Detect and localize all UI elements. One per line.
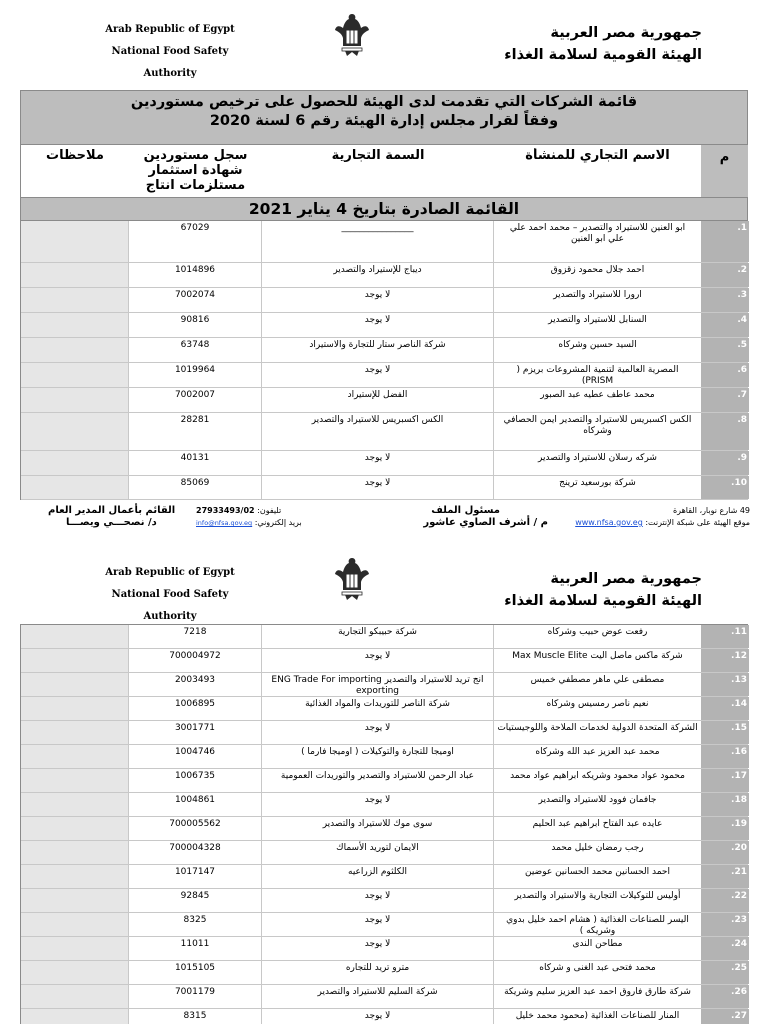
notes-cell — [21, 793, 129, 816]
registry-number-cell: 700004328 — [129, 841, 262, 864]
company-name-cell: شركه رسلان للاستيراد والتصدير — [538, 453, 657, 463]
company-name-cell: السنابل للاستيراد والتصدير — [548, 315, 647, 325]
table-row — [21, 793, 748, 817]
header-en-country: Arab Republic of Egypt — [105, 567, 235, 578]
registry-number-cell: 7002074 — [129, 288, 262, 312]
notes-cell — [21, 221, 129, 262]
table-row — [21, 889, 748, 913]
notes-cell — [21, 721, 129, 744]
company-name-cell: احمد الحسانين محمد الحسانين عوضين — [524, 867, 670, 877]
company-name-cell: اليسر للصناعات الغذائية ( هشام احمد خليل بدوي وشريكه ) — [506, 915, 689, 936]
brand-name-cell: سوى موك للاستيراد والتصدير — [262, 817, 494, 840]
table-row — [21, 961, 748, 985]
row-number-cell: 16. — [701, 745, 749, 768]
company-name-cell: رفعت عوض حبيب وشركاه — [547, 627, 648, 637]
company-name-cell: شركة طارق فاروق احمد عبد العزيز سليم وشريكة — [504, 987, 691, 997]
registry-number-cell: 63748 — [129, 338, 262, 362]
company-name-cell: محمد عبد العزيز عبد الله وشركاه — [535, 747, 660, 757]
table-row — [21, 476, 748, 500]
registry-number-cell: 40131 — [129, 451, 262, 475]
registry-number-cell: 700005562 — [129, 817, 262, 840]
table-row — [21, 1009, 748, 1024]
brand-name-cell: عباد الرحمن للاستيراد والتصدير والتوريدات العمومية — [262, 769, 494, 792]
brand-name-cell: الكلثوم الزراعيه — [262, 865, 494, 888]
company-name-cell: الشركة المتحدة الدولية لخدمات الملاحة واللوجيستيات — [497, 723, 698, 733]
title-line-2: وفقاً لقرار مجلس إدارة الهيئة رقم 6 لسنة 2020 — [209, 113, 559, 129]
table-row — [21, 338, 748, 363]
company-name-cell: ارورا للاستيراد والتصدير — [553, 290, 642, 300]
row-number-cell: 21. — [701, 865, 749, 888]
row-number-cell: 5. — [701, 338, 749, 362]
column-registry-header: سجل مستوردين شهادة استثمار مستلزمات انتاج — [143, 148, 248, 193]
column-notes-header: ملاحظات — [46, 148, 104, 163]
registry-number-cell: 3001771 — [129, 721, 262, 744]
registry-number-cell: 1017147 — [129, 865, 262, 888]
row-number-cell: 18. — [701, 793, 749, 816]
table-row — [21, 451, 748, 476]
header-ar-authority: الهيئة القومية لسلامة الغذاء — [504, 47, 702, 63]
title-line-1: قائمة الشركات التي تقدمت لدى الهيئة للحصول على ترخيص مستوردين — [130, 94, 638, 110]
row-number-cell: 17. — [701, 769, 749, 792]
brand-name-cell: لا يوجد — [262, 313, 494, 337]
table-row — [21, 745, 748, 769]
brand-name-cell: لا يوجد — [262, 889, 494, 912]
brand-name-cell: شركة السليم للاستيراد والتصدير — [262, 985, 494, 1008]
company-name-cell: محمد فتحى عبد الغنى و شركاه — [539, 963, 656, 973]
table-row — [21, 263, 748, 288]
brand-name-cell: ________________ — [262, 221, 494, 262]
footer-address: 49 شارع نوبار، القاهرة — [672, 506, 750, 515]
row-number-cell: 20. — [701, 841, 749, 864]
company-name-cell: شركة بورسعيد ترينج — [559, 478, 636, 488]
registry-number-cell: 1006895 — [129, 697, 262, 720]
row-number-cell: 6. — [701, 363, 749, 387]
row-number-cell: 22. — [701, 889, 749, 912]
registry-number-cell: 8325 — [129, 913, 262, 936]
registry-number-cell: 7002007 — [129, 388, 262, 412]
row-number-cell: 8. — [701, 413, 749, 450]
brand-name-cell: لا يوجد — [262, 649, 494, 672]
notes-cell — [21, 1009, 129, 1024]
row-number-cell: 2. — [701, 263, 749, 287]
registry-number-cell: 1019964 — [129, 363, 262, 387]
notes-cell — [21, 263, 129, 287]
notes-cell — [21, 288, 129, 312]
eagle-emblem-icon — [334, 554, 370, 602]
footer-website-label: موقع الهيئة على شبكة الإنترنت: — [645, 518, 750, 527]
document-title — [20, 90, 748, 145]
header-ar-authority: الهيئة القومية لسلامة الغذاء — [504, 593, 702, 609]
companies-table-page-2 — [20, 624, 748, 1024]
registry-number-cell: 85069 — [129, 476, 262, 499]
table-row — [21, 769, 748, 793]
row-number-cell: 19. — [701, 817, 749, 840]
eagle-emblem-icon — [334, 10, 370, 58]
document-page-2 — [0, 540, 768, 1024]
header-ar-country: جمهورية مصر العربية — [550, 571, 702, 587]
table-row — [21, 913, 748, 937]
row-number-cell: 24. — [701, 937, 749, 960]
table-row — [21, 841, 748, 865]
company-name-cell: السيد حسين وشركاه — [558, 340, 637, 350]
registry-number-cell: 67029 — [129, 221, 262, 262]
footer-email-link[interactable]: info@nfsa.gov.eg — [196, 519, 253, 527]
company-name-cell: الكس اكسبريس للاستيراد والتصدير ايمن الحصافي وشركاه — [503, 415, 692, 436]
notes-cell — [21, 889, 129, 912]
notes-cell — [21, 451, 129, 475]
table-row — [21, 288, 748, 313]
row-number-cell: 25. — [701, 961, 749, 984]
registry-number-cell: 1015105 — [129, 961, 262, 984]
notes-cell — [21, 476, 129, 499]
table-row — [21, 985, 748, 1009]
brand-name-cell: لا يوجد — [262, 1009, 494, 1024]
brand-name-cell: شركة حبيبكو التجارية — [262, 625, 494, 648]
brand-name-cell: ديباج للإستيراد والتصدير — [262, 263, 494, 287]
header-en-authority: National Food Safety Authority — [111, 46, 229, 79]
table-row — [21, 413, 748, 451]
brand-name-cell: لا يوجد — [262, 793, 494, 816]
footer-phone: 27933493/02 — [196, 506, 255, 515]
file-officer-name: م / أشرف الصاوي عاشور — [423, 517, 548, 528]
brand-name-cell: لا يوجد — [262, 363, 494, 387]
row-number-cell: 26. — [701, 985, 749, 1008]
registry-number-cell: 7001179 — [129, 985, 262, 1008]
brand-name-cell: لا يوجد — [262, 288, 494, 312]
brand-name-cell: لا يوجد — [262, 937, 494, 960]
row-number-cell: 1. — [701, 221, 749, 262]
brand-name-cell: انج تريد للاستيراد والتصدير ENG Trade For importing exporting — [262, 673, 494, 696]
brand-name-cell: لا يوجد — [262, 451, 494, 475]
brand-name-cell: شركة الناصر ستار للتجارة والاستيراد — [262, 338, 494, 362]
footer-email-label: بريد إلكتروني: — [254, 518, 302, 527]
table-row — [21, 625, 748, 649]
company-name-cell: احمد جلال محمود زقزوق — [550, 265, 645, 275]
table-row — [21, 937, 748, 961]
company-name-cell: رجب رمضان خليل محمد — [551, 843, 644, 853]
notes-cell — [21, 697, 129, 720]
company-name-cell: عايده عبد الفتاح ابراهيم عبد الحليم — [532, 819, 663, 829]
footer-phone-row — [196, 506, 281, 516]
table-row — [21, 697, 748, 721]
page-footer — [0, 504, 768, 534]
registry-number-cell: 1004861 — [129, 793, 262, 816]
brand-name-cell: لا يوجد — [262, 476, 494, 499]
column-brand-header: السمة التجارية — [331, 148, 425, 163]
notes-cell — [21, 313, 129, 337]
notes-cell — [21, 673, 129, 696]
header-english-page-2 — [90, 562, 250, 628]
header-en-authority: National Food Safety Authority — [111, 589, 229, 622]
notes-cell — [21, 338, 129, 362]
registry-number-cell: 700004972 — [129, 649, 262, 672]
brand-name-cell: الايمان لتوريد الأسماك — [262, 841, 494, 864]
column-number-header: م — [701, 145, 748, 197]
company-name-cell: المنار للصناعات الغذائية (محمود محمد خليل — [515, 1011, 680, 1021]
table-row — [21, 865, 748, 889]
row-number-cell: 4. — [701, 313, 749, 337]
manager-title: القائم بأعمال المدير العام — [48, 505, 176, 516]
row-number-cell: 11. — [701, 625, 749, 648]
footer-phone-label: تليفون: — [257, 506, 282, 515]
brand-name-cell: اوميجا للتجارة والتوكيلات ( اوميجا فارما ) — [262, 745, 494, 768]
notes-cell — [21, 985, 129, 1008]
company-name-cell: محمد عاطف عطيه عبد الصبور — [540, 390, 655, 400]
notes-cell — [21, 388, 129, 412]
registry-number-cell: 92845 — [129, 889, 262, 912]
row-number-cell: 27. — [701, 1009, 749, 1024]
row-number-cell: 13. — [701, 673, 749, 696]
row-number-cell: 3. — [701, 288, 749, 312]
registry-number-cell: 1006735 — [129, 769, 262, 792]
registry-number-cell: 1004746 — [129, 745, 262, 768]
company-name-cell: ابو العنين للاستيراد والتصدير – محمد احمد علي علي ابو العنين — [509, 223, 686, 244]
table-row — [21, 221, 748, 263]
table-row — [21, 388, 748, 413]
brand-name-cell: شركة الناصر للتوريدات والمواد الغذائية — [262, 697, 494, 720]
companies-table-page-1 — [20, 221, 748, 500]
column-name-header: الاسم التجاري للمنشأة — [525, 148, 670, 163]
notes-cell — [21, 625, 129, 648]
header-arabic — [504, 22, 702, 66]
table-row — [21, 363, 748, 388]
row-number-cell: 14. — [701, 697, 749, 720]
brand-name-cell: لا يوجد — [262, 721, 494, 744]
registry-number-cell: 7218 — [129, 625, 262, 648]
company-name-cell: أوليس للتوكيلات التجارية والاستيراد والتصدير — [514, 891, 681, 901]
company-name-cell: المصرية العالمية لتنمية المشروعات بريزم ( PRISM) — [516, 365, 679, 386]
list-date-subtitle: القائمة الصادرة بتاريخ 4 يناير 2021 — [20, 197, 748, 221]
company-name-cell: مصطفى علي ماهر مصطفي خميس — [530, 675, 665, 685]
table-header — [20, 145, 748, 197]
notes-cell — [21, 649, 129, 672]
company-name-cell: نعيم ناصر رمسيس وشركاه — [546, 699, 649, 709]
manager-name: د/ نصحـــي ويصـــا — [66, 517, 157, 528]
table-row — [21, 673, 748, 697]
notes-cell — [21, 937, 129, 960]
registry-number-cell: 1014896 — [129, 263, 262, 287]
registry-number-cell: 11011 — [129, 937, 262, 960]
row-number-cell: 10. — [701, 476, 749, 499]
notes-cell — [21, 841, 129, 864]
footer-email-row — [196, 518, 302, 528]
notes-cell — [21, 769, 129, 792]
notes-cell — [21, 363, 129, 387]
footer-website-row — [575, 518, 750, 528]
row-number-cell: 12. — [701, 649, 749, 672]
registry-number-cell: 90816 — [129, 313, 262, 337]
brand-name-cell: لا يوجد — [262, 913, 494, 936]
registry-number-cell: 8315 — [129, 1009, 262, 1024]
row-number-cell: 15. — [701, 721, 749, 744]
company-name-cell: محمود عواد محمود وشريكه ابراهيم عواد محمد — [510, 771, 685, 781]
header-arabic-page-2 — [504, 568, 702, 612]
notes-cell — [21, 913, 129, 936]
brand-name-cell: الفضل للإستيراد — [262, 388, 494, 412]
brand-name-cell: مترو تريد للتجاره — [262, 961, 494, 984]
row-number-cell: 23. — [701, 913, 749, 936]
header-ar-country: جمهورية مصر العربية — [550, 25, 702, 41]
company-name-cell: جافمان فوود للاستيراد والتصدير — [538, 795, 657, 805]
row-number-cell: 7. — [701, 388, 749, 412]
header-en-country: Arab Republic of Egypt — [105, 24, 235, 35]
notes-cell — [21, 745, 129, 768]
header-english — [90, 19, 250, 85]
registry-number-cell: 28281 — [129, 413, 262, 450]
notes-cell — [21, 865, 129, 888]
table-row — [21, 721, 748, 745]
registry-number-cell: 2003493 — [129, 673, 262, 696]
company-name-cell: شركة ماكس ماصل اليت Max Muscle Elite — [512, 651, 683, 661]
notes-cell — [21, 961, 129, 984]
company-name-cell: مطاحن الندى — [572, 939, 623, 949]
footer-website-link[interactable]: www.nfsa.gov.eg — [575, 518, 643, 527]
file-officer-title: مسئول الملف — [431, 505, 500, 516]
notes-cell — [21, 817, 129, 840]
table-row — [21, 313, 748, 338]
row-number-cell: 9. — [701, 451, 749, 475]
table-row — [21, 817, 748, 841]
notes-cell — [21, 413, 129, 450]
brand-name-cell: الكس اكسبريس للاستيراد والتصدير — [262, 413, 494, 450]
table-row — [21, 649, 748, 673]
